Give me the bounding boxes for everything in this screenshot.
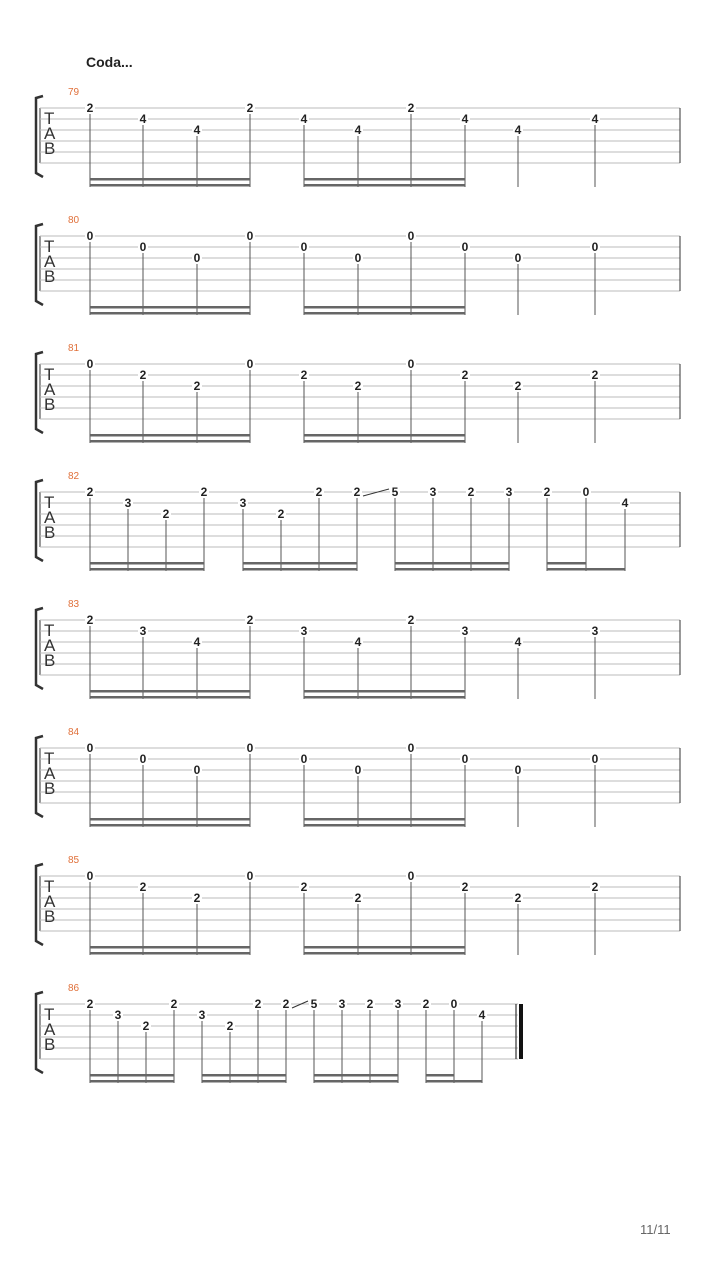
fret-number: 2: [139, 880, 147, 894]
fret-number: 3: [300, 624, 308, 638]
beam: [304, 306, 465, 309]
fret-number: 0: [514, 763, 522, 777]
beam: [426, 1074, 454, 1077]
beam: [90, 1074, 174, 1077]
measure-number: 80: [68, 215, 80, 226]
fret-number: 4: [478, 1008, 486, 1022]
fret-number: 5: [391, 485, 399, 499]
fret-number: 4: [193, 635, 201, 649]
tab-clef-letter: A: [44, 508, 56, 527]
tab-clef-letter: T: [44, 749, 55, 768]
fret-number: 0: [300, 240, 308, 254]
fret-number: 2: [591, 368, 599, 382]
fret-number: 0: [354, 251, 362, 265]
fret-number: 2: [514, 891, 522, 905]
beam: [202, 1080, 286, 1083]
beam: [304, 824, 465, 827]
beam: [395, 568, 509, 571]
beam: [90, 952, 250, 955]
fret-number: 2: [353, 485, 361, 499]
beam: [90, 818, 250, 821]
fret-number: 4: [193, 123, 201, 137]
beam: [90, 312, 250, 315]
staff-system: [36, 983, 521, 1083]
fret-number: 3: [429, 485, 437, 499]
measure-number: 85: [68, 855, 80, 866]
beam: [202, 1074, 286, 1077]
tab-clef-letter: B: [44, 779, 56, 798]
fret-number: 3: [591, 624, 599, 638]
beam: [395, 562, 509, 565]
fret-number: 2: [407, 101, 415, 115]
fret-number: 2: [366, 997, 374, 1011]
fret-number: 0: [139, 240, 147, 254]
fret-number: 2: [300, 368, 308, 382]
fret-number: 0: [407, 357, 415, 371]
beam: [304, 184, 465, 187]
beam: [304, 690, 465, 693]
beam: [426, 1080, 454, 1083]
staff-system: [36, 599, 680, 699]
beam: [90, 696, 250, 699]
tab-clef-letter: B: [44, 1035, 56, 1054]
fret-number: 0: [193, 763, 201, 777]
fret-number: 2: [86, 485, 94, 499]
staff-system: [36, 727, 680, 827]
fret-number: 3: [461, 624, 469, 638]
fret-number: 2: [300, 880, 308, 894]
fret-number: 0: [407, 741, 415, 755]
staff-system: [36, 87, 680, 187]
fret-number: 0: [300, 752, 308, 766]
fret-number: 2: [162, 507, 170, 521]
beam: [90, 1080, 174, 1083]
fret-number: 0: [246, 229, 254, 243]
tab-clef-letter: T: [44, 1005, 55, 1024]
fret-number: 0: [246, 869, 254, 883]
measure-number: 86: [68, 983, 80, 994]
beam: [304, 952, 465, 955]
fret-number: 2: [282, 997, 290, 1011]
fret-number: 4: [300, 112, 308, 126]
measure-number: 84: [68, 727, 80, 738]
tab-clef-letter: T: [44, 237, 55, 256]
beam: [304, 696, 465, 699]
beam: [90, 946, 250, 949]
beam: [454, 1080, 482, 1083]
beam: [90, 306, 250, 309]
beam: [304, 946, 465, 949]
fret-number: 2: [543, 485, 551, 499]
fret-number: 2: [354, 379, 362, 393]
section-title: Coda...: [86, 54, 133, 70]
fret-number: 0: [246, 741, 254, 755]
fret-number: 0: [193, 251, 201, 265]
fret-number: 2: [591, 880, 599, 894]
beam: [304, 434, 465, 437]
fret-number: 0: [354, 763, 362, 777]
tab-clef-letter: B: [44, 395, 56, 414]
fret-number: 2: [315, 485, 323, 499]
fret-number: 3: [198, 1008, 206, 1022]
fret-number: 2: [193, 891, 201, 905]
fret-number: 2: [193, 379, 201, 393]
beam: [304, 440, 465, 443]
tab-clef-letter: T: [44, 877, 55, 896]
beam: [304, 178, 465, 181]
fret-number: 0: [86, 229, 94, 243]
beam: [90, 690, 250, 693]
measure-number: 83: [68, 599, 80, 610]
beam: [90, 562, 204, 565]
fret-number: 0: [591, 240, 599, 254]
beam: [90, 434, 250, 437]
beam: [547, 562, 586, 565]
beam: [304, 818, 465, 821]
beam: [90, 824, 250, 827]
fret-number: 0: [407, 229, 415, 243]
tab-clef-letter: B: [44, 523, 56, 542]
tab-clef-letter: A: [44, 380, 56, 399]
tab-clef-letter: A: [44, 764, 56, 783]
fret-number: 4: [461, 112, 469, 126]
fret-number: 4: [514, 123, 522, 137]
fret-number: 2: [514, 379, 522, 393]
fret-number: 3: [505, 485, 513, 499]
fret-number: 2: [86, 101, 94, 115]
page-number: 11/11: [640, 1222, 671, 1237]
fret-number: 3: [124, 496, 132, 510]
fret-number: 0: [461, 752, 469, 766]
beam: [243, 568, 357, 571]
beam: [90, 440, 250, 443]
fret-number: 0: [246, 357, 254, 371]
fret-number: 2: [142, 1019, 150, 1033]
tab-clef-letter: B: [44, 267, 56, 286]
measure-number: 81: [68, 343, 80, 354]
tab-clef-letter: B: [44, 139, 56, 158]
fret-number: 5: [310, 997, 318, 1011]
fret-number: 2: [422, 997, 430, 1011]
fret-number: 3: [139, 624, 147, 638]
fret-number: 4: [354, 635, 362, 649]
fret-number: 0: [450, 997, 458, 1011]
tab-clef-letter: T: [44, 493, 55, 512]
staff-system: [36, 343, 680, 443]
fret-number: 0: [407, 869, 415, 883]
measure-number: 79: [68, 87, 80, 98]
fret-number: 4: [514, 635, 522, 649]
tab-clef-letter: T: [44, 365, 55, 384]
fret-number: 2: [170, 997, 178, 1011]
fret-number: 4: [354, 123, 362, 137]
fret-number: 2: [467, 485, 475, 499]
staff-system: [36, 855, 680, 955]
fret-number: 2: [246, 101, 254, 115]
beam: [314, 1080, 398, 1083]
fret-number: 2: [139, 368, 147, 382]
beam: [90, 184, 250, 187]
fret-number: 2: [86, 613, 94, 627]
beam: [90, 568, 204, 571]
beam: [547, 568, 586, 571]
beam: [304, 312, 465, 315]
beam: [90, 178, 250, 181]
fret-number: 2: [461, 368, 469, 382]
fret-number: 0: [514, 251, 522, 265]
fret-number: 4: [139, 112, 147, 126]
fret-number: 2: [200, 485, 208, 499]
staff-system: [36, 215, 680, 315]
tab-clef-letter: T: [44, 109, 55, 128]
tab-clef-letter: B: [44, 907, 56, 926]
tab-clef-letter: A: [44, 1020, 56, 1039]
tab-clef-letter: B: [44, 651, 56, 670]
tab-clef-letter: T: [44, 621, 55, 640]
beam: [243, 562, 357, 565]
fret-number: 2: [86, 997, 94, 1011]
fret-number: 0: [86, 357, 94, 371]
fret-number: 3: [239, 496, 247, 510]
fret-number: 3: [394, 997, 402, 1011]
beam: [314, 1074, 398, 1077]
fret-number: 3: [338, 997, 346, 1011]
fret-number: 2: [277, 507, 285, 521]
beam: [586, 568, 625, 571]
fret-number: 0: [582, 485, 590, 499]
fret-number: 0: [86, 741, 94, 755]
fret-number: 0: [461, 240, 469, 254]
tab-clef-letter: A: [44, 124, 56, 143]
fret-number: 2: [246, 613, 254, 627]
fret-number: 4: [621, 496, 629, 510]
fret-number: 0: [591, 752, 599, 766]
fret-number: 3: [114, 1008, 122, 1022]
fret-number: 2: [226, 1019, 234, 1033]
fret-number: 0: [139, 752, 147, 766]
measure-number: 82: [68, 471, 80, 482]
tab-clef-letter: A: [44, 252, 56, 271]
fret-number: 2: [407, 613, 415, 627]
fret-number: 4: [591, 112, 599, 126]
tab-clef-letter: A: [44, 636, 56, 655]
fret-number: 2: [461, 880, 469, 894]
fret-number: 2: [354, 891, 362, 905]
tab-clef-letter: A: [44, 892, 56, 911]
staff-system: [36, 471, 680, 571]
fret-number: 0: [86, 869, 94, 883]
fret-number: 2: [254, 997, 262, 1011]
